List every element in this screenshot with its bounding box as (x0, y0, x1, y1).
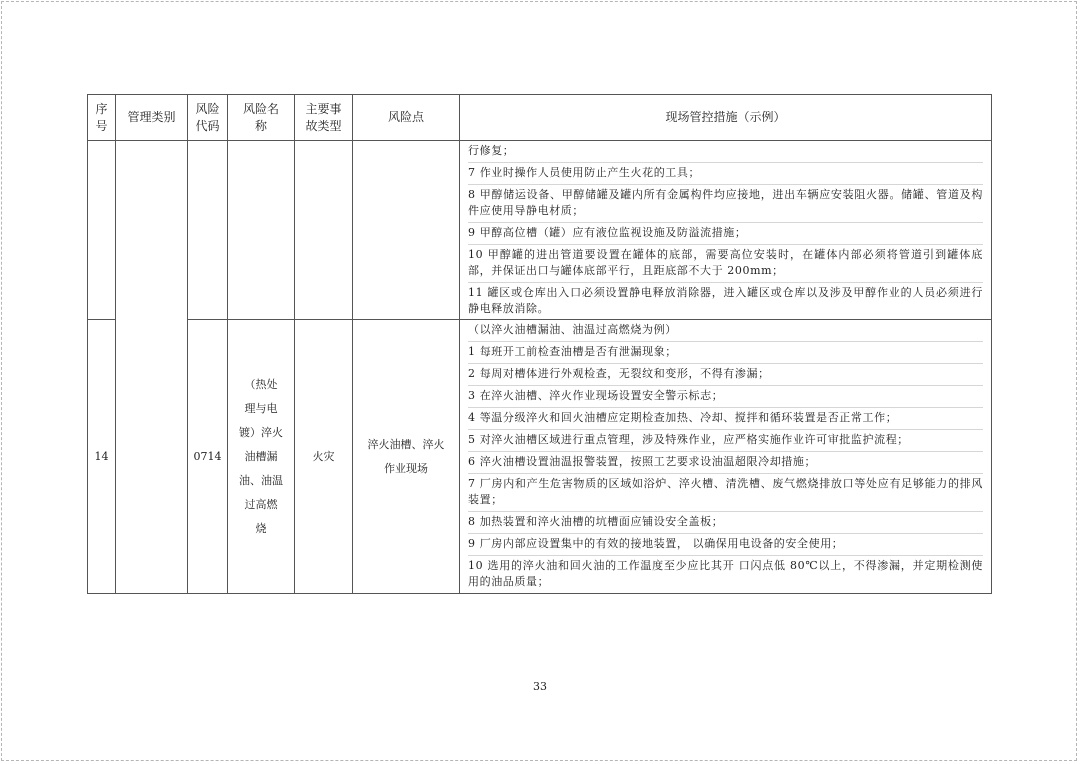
risk-point-text: 淬火油槽、淬火 作业现场 (367, 437, 445, 475)
header-name-text: 风险名 称 (242, 101, 279, 133)
measure-item: 11 罐区或仓库出入口必须设置静电释放消除器，进入罐区或仓库以及涉及甲醇作业的人员必须进行静电释放消除。 (468, 285, 983, 315)
cell-risk-point (353, 320, 460, 593)
table-row-continuation (88, 141, 992, 320)
header-measures (460, 95, 992, 141)
header-code-text: 风险 代码 (195, 101, 220, 133)
measure-item: （以淬火油槽漏油、油温过高燃烧为例） (468, 320, 983, 342)
measure-item: 2 每周对槽体进行外观检查，无裂纹和变形，不得有渗漏； (468, 364, 983, 386)
header-name (228, 95, 295, 141)
measure-item: 8 甲醇储运设备、甲醇储罐及罐内所有金属构件均应接地，进出车辆应安装阻火器。储罐、管道及构件应使用导静电材质； (468, 185, 983, 223)
header-seq (88, 95, 116, 141)
cell-category-blank (116, 141, 188, 594)
measure-item: 8 加热装置和淬火油槽的坑槽面应铺设安全盖板； (468, 512, 983, 534)
measure-item: 9 厂房内部应设置集中的有效的接地装置， 以确保用电设备的安全使用； (468, 534, 983, 556)
measure-item: 1 每班开工前检查油槽是否有泄漏现象； (468, 342, 983, 364)
measure-item: 9 甲醇高位槽（罐）应有液位监视设施及防溢流措施； (468, 223, 983, 245)
cell-accident-type: 火灾 (295, 320, 353, 593)
risk-control-table (87, 94, 992, 594)
measure-item: 7 作业时操作人员使用防止产生火花的工具； (468, 163, 983, 185)
cell-accident-type-blank (295, 141, 353, 320)
measure-item: 10 选用的淬火油和回火油的工作温度至少应比其开 口闪点低 80℃以上，不得渗漏，并定期检测使用的油品质量； (468, 558, 983, 588)
header-category-text: 管理类别 (127, 110, 176, 125)
cell-code-blank (188, 141, 228, 320)
cell-risk-name (228, 320, 295, 593)
measure-item: 4 等温分级淬火和回火油槽应定期检查加热、冷却、搅拌和循环装置是否正常工作； (468, 408, 983, 430)
header-code (188, 95, 228, 141)
header-measures-text: 现场管控措施（示例） (665, 110, 786, 125)
cell-seq: 14 (88, 320, 116, 593)
measure-item: 10 甲醇罐的进出管道要设置在罐体的底部，需要高位安装时，在罐体内部必须将管道引到罐体底部，并保证出口与罐体底部平行，且距底部不大于 200mm； (468, 245, 983, 283)
cell-name-blank (228, 141, 295, 320)
cell-risk-point-blank (353, 141, 460, 320)
table-header-row (88, 95, 992, 141)
measure-item: 行修复； (468, 141, 983, 163)
header-accident-type-text: 主要事 故类型 (305, 101, 342, 133)
page-number: 33 (533, 680, 547, 693)
cell-measures (460, 320, 992, 593)
risk-name-text: （热处 理与电 镀）淬火 油槽漏 油、油温 过高燃 烧 (239, 377, 283, 535)
table-row-14 (88, 320, 992, 593)
header-category (116, 95, 188, 141)
measure-item: 5 对淬火油槽区域进行重点管理，涉及特殊作业，应严格实施作业许可审批监护流程； (468, 430, 983, 452)
measure-item: 6 淬火油槽设置油温报警装置，按照工艺要求设油温超限冷却措施； (468, 452, 983, 474)
cell-seq-blank (88, 141, 116, 320)
cell-measures-continued (460, 141, 992, 320)
cell-code: 0714 (188, 320, 228, 593)
header-seq-text: 序 号 (95, 101, 108, 133)
header-risk-point-text: 风险点 (387, 110, 424, 125)
header-accident-type (295, 95, 353, 141)
measure-item: 3 在淬火油槽、淬火作业现场设置安全警示标志； (468, 386, 983, 408)
header-risk-point (353, 95, 460, 141)
measure-item: 7 厂房内和产生危害物质的区域如浴炉、淬火槽、清洗槽、废气燃烧排放口等处应有足够能力的排风装置； (468, 474, 983, 512)
